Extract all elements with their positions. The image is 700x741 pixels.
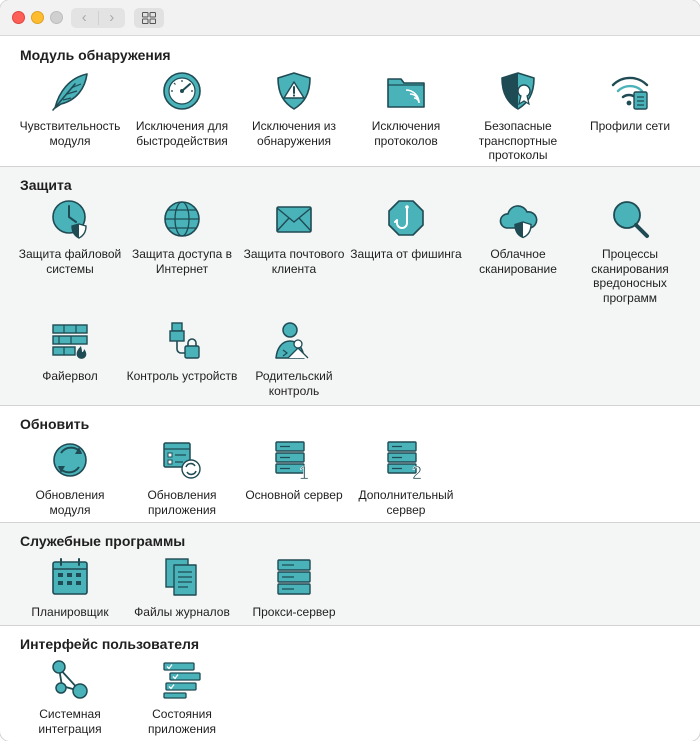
item-label: Профили сети [589, 119, 671, 133]
usb-lock-icon [161, 320, 203, 362]
item-label: Защита от фишинга [350, 247, 462, 261]
pref-performance-exclusions[interactable] [126, 70, 238, 148]
section-user-interface [0, 626, 700, 741]
pref-scheduler[interactable] [14, 556, 126, 620]
svg-text:1: 1 [298, 463, 310, 481]
server-1-icon [273, 439, 315, 481]
pref-detection-exclusions[interactable] [238, 70, 350, 148]
firewall-icon [49, 320, 91, 362]
pref-malware-scans[interactable] [574, 198, 686, 305]
server-2-icon [385, 439, 427, 481]
section-detection-engine [0, 37, 700, 167]
item-label: Обновления модуля [35, 488, 105, 517]
item-label: Планировщик [31, 605, 109, 619]
section-title: Модуль обнаружения [20, 47, 171, 63]
pref-email-client-protection[interactable] [238, 198, 350, 276]
close-button[interactable] [12, 11, 25, 24]
pref-parental-control[interactable] [238, 320, 350, 398]
item-label: Исключения протоколов [371, 119, 441, 148]
section-title: Защита [20, 177, 72, 193]
title-bar [0, 0, 700, 36]
warning-shield-icon [273, 70, 315, 112]
refresh-circle-icon [49, 439, 91, 481]
pref-secure-transport-protocols[interactable] [462, 70, 574, 163]
section-title: Обновить [20, 416, 90, 432]
item-label: Защита доступа в Интернет [131, 247, 233, 276]
section-update [0, 406, 700, 523]
pref-primary-server[interactable] [238, 439, 350, 503]
app-states-icon [161, 658, 203, 700]
back-button[interactable]: ‹ [81, 9, 87, 26]
section-tools [0, 523, 700, 626]
item-label: Родительский контроль [255, 369, 333, 398]
magnifier-icon [609, 198, 651, 240]
section-protections [0, 167, 700, 406]
speedometer-icon [161, 70, 203, 112]
pref-proxy-server[interactable] [238, 556, 350, 620]
globe-icon [161, 198, 203, 240]
minimize-button[interactable] [31, 11, 44, 24]
pref-device-control[interactable] [126, 320, 238, 384]
pref-firewall[interactable] [14, 320, 126, 384]
pref-web-access-protection[interactable] [126, 198, 238, 276]
navigation-buttons [71, 8, 125, 28]
pref-application-statuses[interactable] [126, 658, 238, 736]
pref-application-update[interactable] [126, 439, 238, 517]
integration-icon [49, 658, 91, 700]
item-label: Исключения для быстродействия [135, 119, 229, 148]
folder-signal-icon [385, 70, 427, 112]
item-label: Чувствительность модуля [19, 119, 121, 148]
calendar-icon [49, 556, 91, 598]
feather-icon [49, 70, 91, 112]
svg-text:2: 2 [411, 463, 423, 481]
pref-protocol-exclusions[interactable] [350, 70, 462, 148]
item-label: Защита файловой системы [18, 247, 122, 276]
item-label: Облачное сканирование [479, 247, 557, 276]
item-label: Прокси-сервер [252, 605, 336, 619]
item-label: Состояния приложения [147, 707, 217, 736]
pref-modules-update[interactable] [14, 439, 126, 517]
zoom-button[interactable] [50, 11, 63, 24]
show-all-button[interactable] [134, 8, 164, 28]
fishhook-icon [385, 198, 427, 240]
pref-system-integration[interactable] [14, 658, 126, 736]
app-update-icon [161, 439, 203, 481]
cloud-shield-icon [497, 198, 539, 240]
pref-file-system-protection[interactable] [14, 198, 126, 276]
item-label: Основной сервер [245, 488, 343, 502]
section-title: Служебные программы [20, 533, 186, 549]
pref-secondary-server[interactable] [350, 439, 462, 517]
item-label: Файервол [42, 369, 98, 383]
wifi-profile-icon [609, 70, 651, 112]
envelope-icon [273, 198, 315, 240]
pref-cloud-scanning[interactable] [462, 198, 574, 276]
item-label: Процессы сканирования вредоносных программ [591, 247, 669, 305]
item-label: Безопасные транспортные протоколы [478, 119, 558, 162]
pref-engine-sensitivity[interactable] [14, 70, 126, 148]
proxy-server-icon [273, 556, 315, 598]
item-label: Дополнительный сервер [358, 488, 454, 517]
log-files-icon [161, 556, 203, 598]
certificate-shield-icon [497, 70, 539, 112]
item-label: Защита почтового клиента [243, 247, 345, 276]
forward-button[interactable]: › [109, 9, 115, 26]
grid-icon [142, 12, 156, 24]
item-label: Контроль устройств [126, 369, 238, 383]
pref-anti-phishing[interactable] [350, 198, 462, 262]
section-title: Интерфейс пользователя [20, 636, 200, 652]
item-label: Обновления приложения [147, 488, 217, 517]
item-label: Системная интеграция [38, 707, 102, 736]
pref-network-profiles[interactable] [574, 70, 686, 134]
item-label: Файлы журналов [134, 605, 230, 619]
parental-control-icon [273, 320, 315, 362]
clock-shield-icon [49, 198, 91, 240]
pref-log-files[interactable] [126, 556, 238, 620]
item-label: Исключения из обнаружения [251, 119, 337, 148]
